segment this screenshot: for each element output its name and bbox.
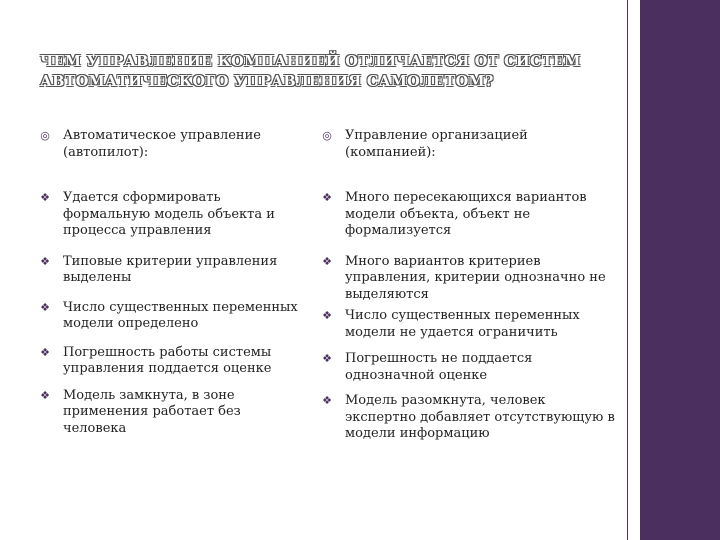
list-item-text: Много пересекающихся вариантов модели объекта, объект не формализуется bbox=[345, 190, 587, 238]
left-header bbox=[38, 128, 300, 161]
list-item-text: Погрешность работы системы управления поддается оценке bbox=[63, 344, 272, 376]
list-item-text: Типовые критерии управления выделены bbox=[63, 253, 278, 285]
diamond-icon: ❖ bbox=[322, 352, 332, 365]
list-item bbox=[320, 254, 620, 304]
right-header-text: Управление организацией (компанией): bbox=[345, 128, 528, 160]
list-item-text: Число существенных переменных модели определено bbox=[63, 299, 298, 331]
left-column bbox=[38, 128, 300, 437]
list-item bbox=[38, 190, 300, 240]
slide-title: ЧЕМ УПРАВЛЕНИЕ КОМПАНИЕЙ ОТЛИЧАЕТСЯ ОТ СИСТЕМ АВТОМАТИЧЕСКОГО УПРАВЛЕНИЯ САМОЛЕТОМ? bbox=[40, 53, 581, 90]
list-item bbox=[320, 351, 620, 384]
list-item bbox=[320, 190, 620, 240]
list-item-text: Удается сформировать формальную модель объекта и процесса управления bbox=[63, 190, 275, 238]
side-accent-bar bbox=[640, 0, 720, 540]
target-icon: ◎ bbox=[40, 129, 50, 142]
list-item bbox=[38, 254, 300, 287]
list-item-text: Модель замкнута, в зоне применения работает без человека bbox=[63, 387, 241, 436]
diamond-icon: ❖ bbox=[40, 388, 50, 402]
diamond-icon: ❖ bbox=[40, 300, 50, 314]
right-header bbox=[320, 128, 620, 161]
list-item bbox=[38, 300, 300, 333]
diamond-icon: ❖ bbox=[322, 191, 332, 204]
list-item-text: Модель разомкнута, человек экспертно добавляет отсутствующую в модели информацию bbox=[345, 393, 615, 441]
diamond-icon: ❖ bbox=[322, 309, 332, 322]
right-column bbox=[320, 128, 620, 443]
diamond-icon: ❖ bbox=[322, 254, 332, 268]
list-item bbox=[320, 393, 620, 443]
diamond-icon: ❖ bbox=[322, 394, 332, 407]
list-item bbox=[38, 345, 300, 378]
target-icon: ◎ bbox=[322, 129, 332, 142]
list-item-text: Много вариантов критериев управления, критерии однозначно не выделяются bbox=[345, 253, 606, 302]
side-divider-line bbox=[627, 0, 628, 540]
diamond-icon: ❖ bbox=[40, 345, 50, 359]
diamond-icon: ❖ bbox=[40, 254, 50, 268]
list-item bbox=[320, 308, 620, 341]
left-header-text: Автоматическое управление (автопилот): bbox=[63, 128, 261, 160]
list-item-text: Число существенных переменных модели не удается ограничить bbox=[345, 308, 580, 340]
list-item-text: Погрешность не поддается однозначной оценке bbox=[345, 351, 533, 383]
diamond-icon: ❖ bbox=[40, 191, 50, 204]
list-item bbox=[38, 388, 300, 438]
